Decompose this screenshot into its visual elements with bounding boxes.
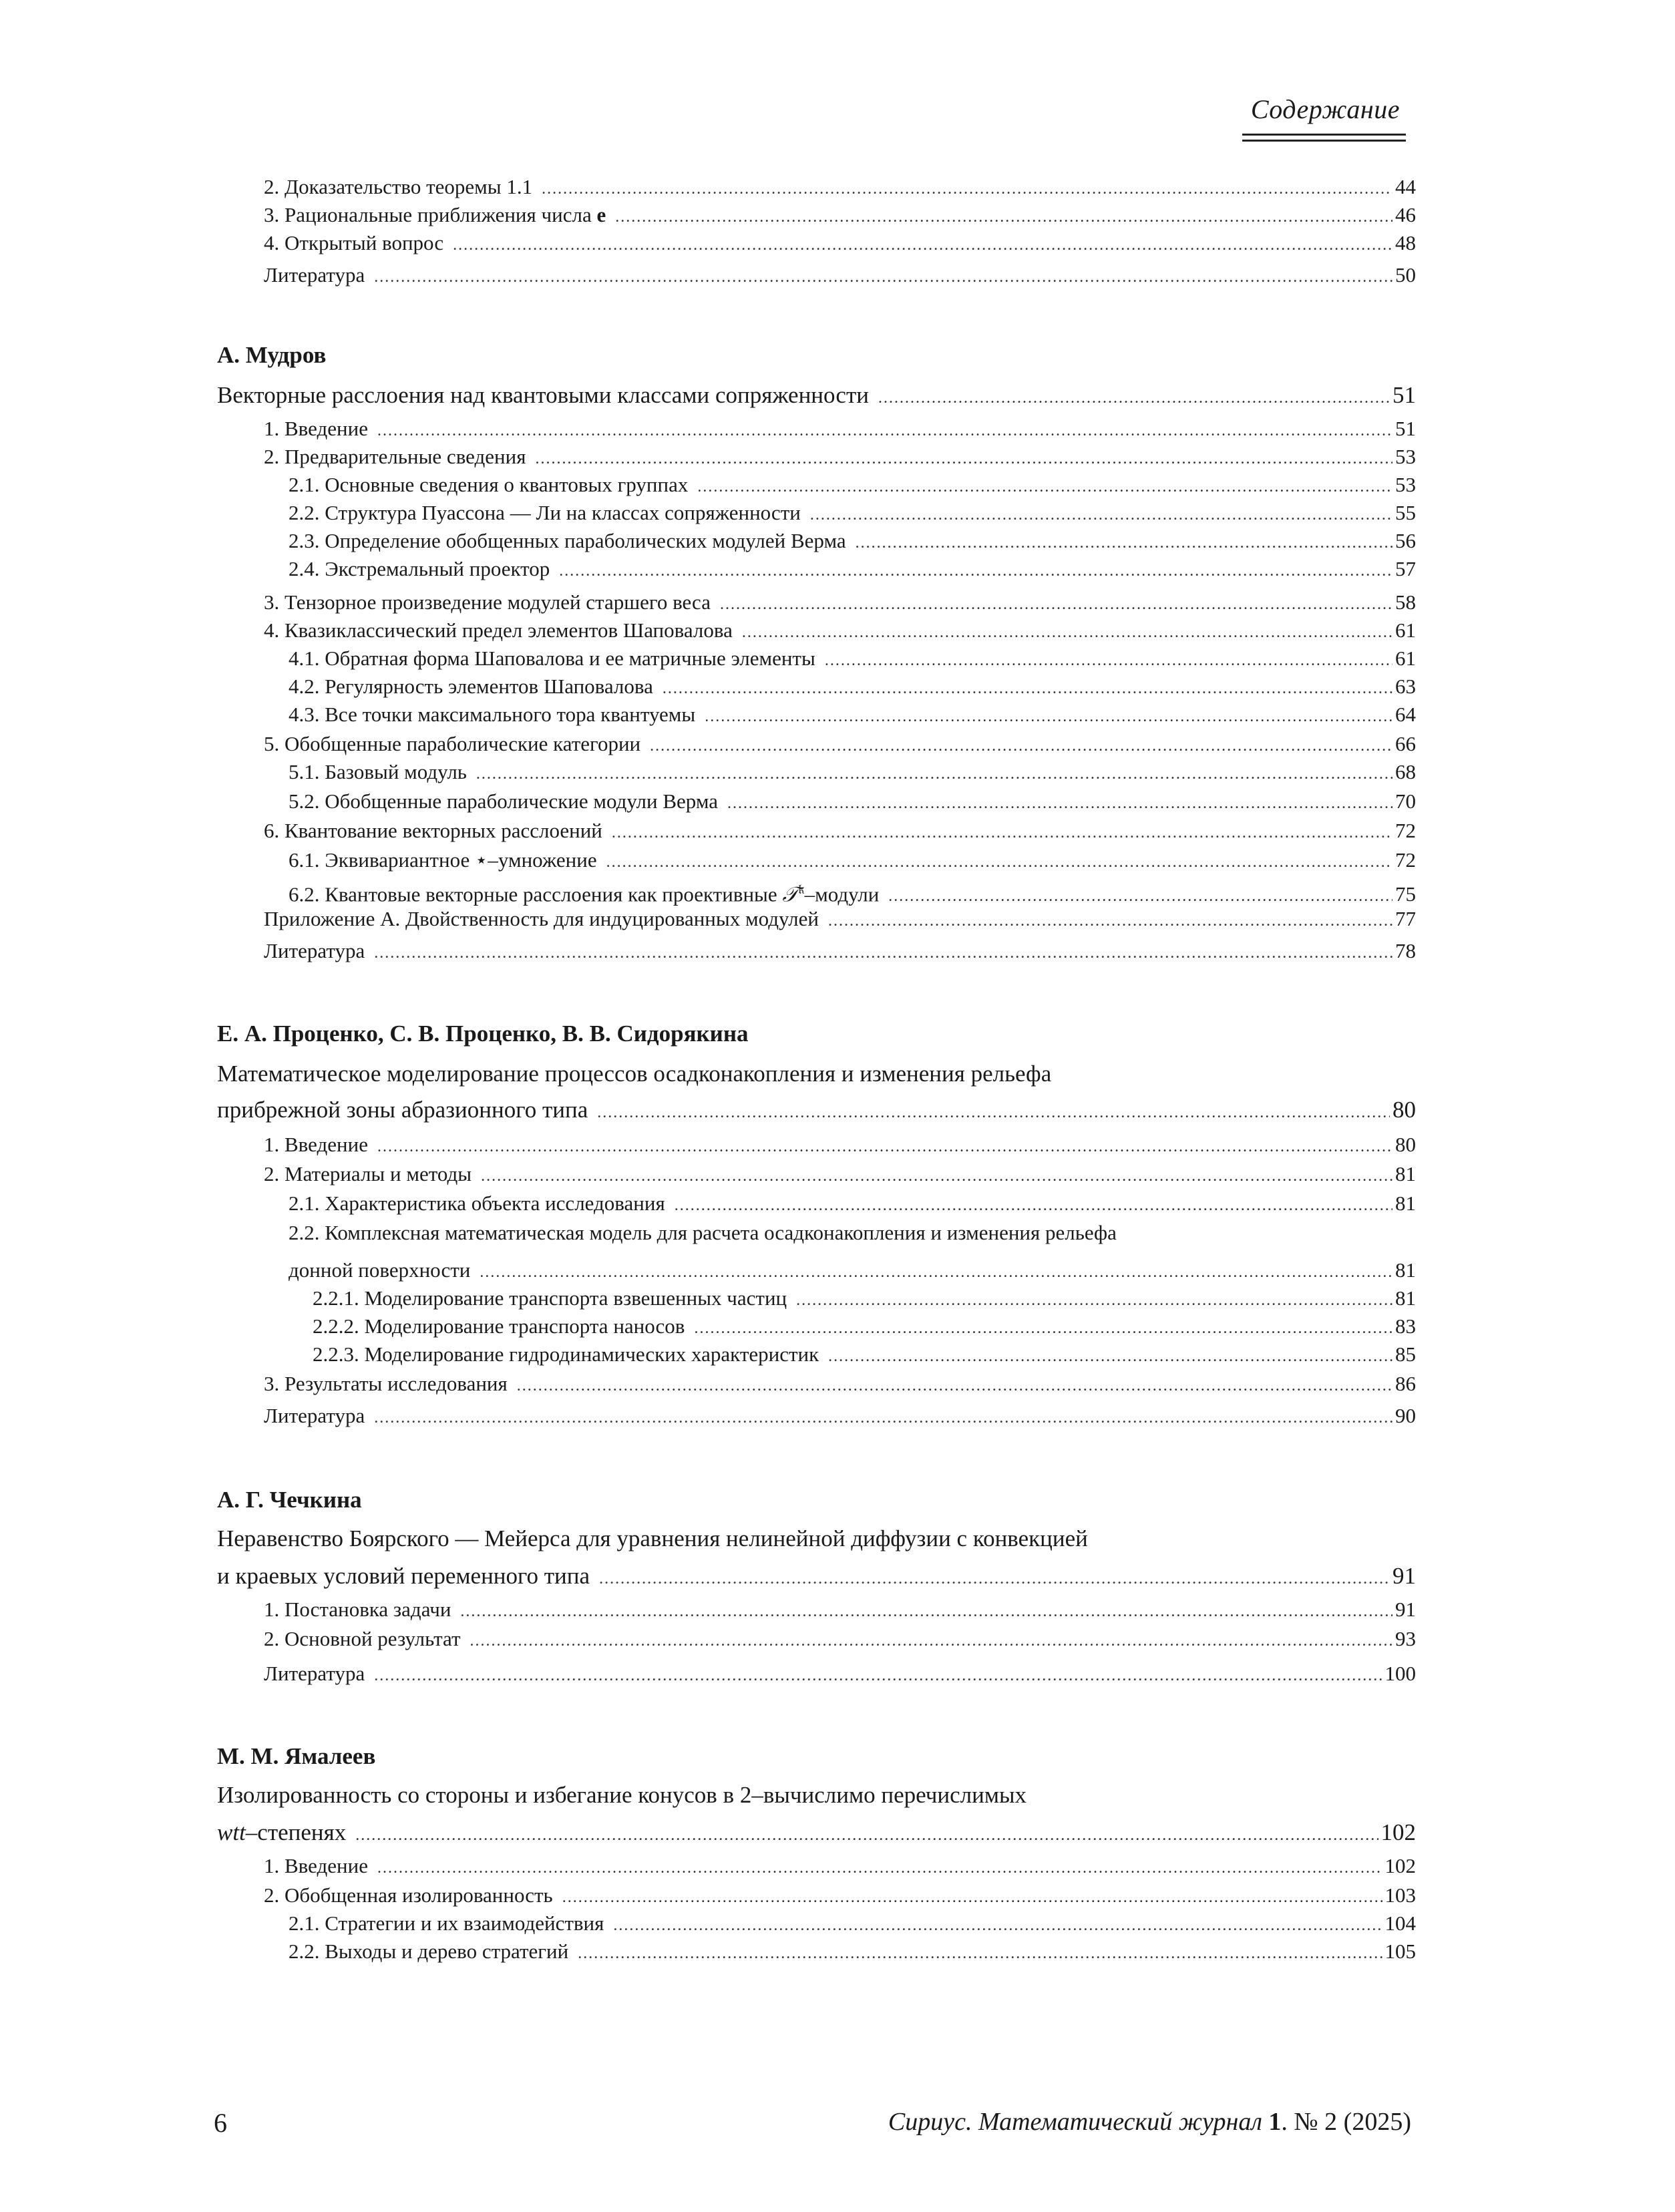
page-number: 53 bbox=[1395, 473, 1416, 496]
page-number: 61 bbox=[1395, 618, 1416, 642]
page-number: 66 bbox=[1395, 732, 1416, 755]
toc-entry-references[interactable]: Литература . . . 100 bbox=[264, 1659, 1416, 1688]
leader-dots bbox=[694, 1314, 1392, 1343]
header-rule-top bbox=[1242, 134, 1406, 136]
page-number: 64 bbox=[1395, 703, 1416, 726]
toc-entry[interactable]: 2.2.1. Моделирование транспорта взвешенных частиц . . . 81 bbox=[313, 1284, 1416, 1313]
page-number: 55 bbox=[1395, 501, 1416, 524]
leader-dots bbox=[374, 938, 1392, 968]
toc-entry[interactable]: 2.1. Характеристика объекта исследования . . . 81 bbox=[289, 1189, 1416, 1218]
page-number: 68 bbox=[1395, 760, 1416, 783]
toc-entry[interactable]: 5. Обобщенные параболические категории . . . 66 bbox=[264, 729, 1416, 759]
page-number: 61 bbox=[1395, 647, 1416, 670]
page-number: 78 bbox=[1395, 939, 1416, 962]
article-author: Е. А. Проценко, С. В. Проценко, В. В. Сидорякина bbox=[217, 1021, 749, 1047]
leader-dots bbox=[828, 1342, 1392, 1371]
leader-dots bbox=[675, 1191, 1392, 1220]
leader-dots bbox=[476, 759, 1392, 789]
leader-dots bbox=[374, 1661, 1382, 1690]
leader-dots bbox=[374, 262, 1392, 292]
page-number: 102 bbox=[1380, 1819, 1416, 1845]
page-number: 80 bbox=[1392, 1097, 1416, 1123]
toc-entry[interactable]: 1. Введение . . . 102 bbox=[264, 1851, 1416, 1881]
running-header bbox=[1251, 94, 1403, 132]
page-title: Содержание bbox=[1250, 94, 1400, 124]
page-number: 50 bbox=[1395, 263, 1416, 287]
page-number: 56 bbox=[1395, 529, 1416, 552]
page-number: 51 bbox=[1392, 382, 1416, 408]
leader-dots bbox=[720, 590, 1392, 619]
leader-dots bbox=[727, 789, 1392, 818]
page-number: 93 bbox=[1395, 1627, 1416, 1650]
journal-citation: Сириус. Математический журнал 1. № 2 (2025) bbox=[888, 2108, 1411, 2136]
toc-entry[interactable]: 2.2.3. Моделирование гидродинамических характеристик . . . 85 bbox=[313, 1340, 1416, 1369]
toc-entry[interactable]: 2. Материалы и методы . . . 81 bbox=[264, 1159, 1416, 1189]
leader-dots bbox=[828, 906, 1392, 936]
article-title-line1[interactable]: Изолированность со стороны и избегание конусов в 2–вычислимо перечислимых bbox=[217, 1782, 1027, 1808]
leader-dots bbox=[377, 1132, 1392, 1161]
toc-entry[interactable]: 2. Основной результат . . . 93 bbox=[264, 1624, 1416, 1654]
toc-entry[interactable]: 6. Квантование векторных расслоений . . . 72 bbox=[264, 816, 1416, 846]
leader-dots bbox=[663, 674, 1392, 703]
page-number: 57 bbox=[1395, 557, 1416, 580]
toc-entry[interactable]: 4.3. Все точки максимального тора квантуемы . . . 64 bbox=[289, 700, 1416, 729]
toc-entry[interactable]: 2. Предварительные сведения . . . 53 bbox=[264, 442, 1416, 472]
page-number: 104 bbox=[1384, 1911, 1416, 1935]
toc-entry-label: 3. Рациональные приближения числа e bbox=[264, 203, 606, 226]
leader-dots bbox=[578, 1939, 1382, 1968]
article-author: М. М. Ямалеев bbox=[217, 1743, 376, 1769]
page-number: 70 bbox=[1395, 789, 1416, 813]
toc-entry[interactable]: 2.1. Основные сведения о квантовых группах . . . 53 bbox=[289, 470, 1416, 500]
leader-dots bbox=[597, 1098, 1390, 1127]
article-title-line1[interactable]: Неравенство Боярского — Мейерса для уравнения нелинейной диффузии с конвекцией bbox=[217, 1525, 1088, 1551]
page-number: 85 bbox=[1395, 1342, 1416, 1366]
leader-dots bbox=[599, 1564, 1390, 1594]
toc-entry[interactable]: 6.1. Эквивариантное ⋆–умножение . . . 72 bbox=[289, 846, 1416, 875]
page-number: 91 bbox=[1395, 1598, 1416, 1621]
leader-dots bbox=[453, 230, 1392, 260]
leader-dots bbox=[377, 1853, 1382, 1883]
leader-dots bbox=[613, 1911, 1382, 1940]
leader-dots bbox=[460, 1597, 1392, 1626]
header-rule-bottom bbox=[1242, 140, 1406, 142]
page-number: 81 bbox=[1395, 1286, 1416, 1310]
page-number: 53 bbox=[1395, 445, 1416, 468]
toc-entry[interactable]: 2.2. Структура Пуассона — Ли на классах сопряженности . . . 55 bbox=[289, 498, 1416, 528]
leader-dots bbox=[470, 1626, 1392, 1656]
leader-dots bbox=[878, 383, 1390, 413]
toc-entry[interactable]: 4. Квазиклассический предел элементов Шаповалова . . . 61 bbox=[264, 616, 1416, 645]
toc-entry[interactable]: 4. Открытый вопрос . . . 48 bbox=[264, 228, 1416, 258]
toc-entry[interactable]: 2. Доказательство теоремы 1.1 . . . 44 bbox=[264, 172, 1416, 202]
leader-dots bbox=[697, 472, 1392, 502]
page-number: 81 bbox=[1395, 1191, 1416, 1215]
toc-entry-references[interactable]: Литература . . . 90 bbox=[264, 1401, 1416, 1431]
page-number: 46 bbox=[1395, 203, 1416, 226]
page-number: 105 bbox=[1384, 1940, 1416, 1963]
page-number: 86 bbox=[1395, 1372, 1416, 1395]
toc-entry[interactable] bbox=[264, 200, 1416, 230]
toc-entry[interactable]: 2.4. Экстремальный проектор . . . 57 bbox=[289, 554, 1416, 584]
leader-dots bbox=[480, 1258, 1392, 1287]
toc-entry[interactable]: 3. Результаты исследования . . . 86 bbox=[264, 1369, 1416, 1399]
page-number: 80 bbox=[1395, 1133, 1416, 1156]
page-number: 102 bbox=[1384, 1854, 1416, 1877]
toc-entry[interactable]: 5.1. Базовый модуль . . . 68 bbox=[289, 757, 1416, 787]
leader-dots bbox=[606, 848, 1392, 877]
toc-entry[interactable]: 2. Обобщенная изолированность . . . 103 bbox=[264, 1881, 1416, 1910]
toc-entry[interactable]: 1. Постановка задачи . . . 91 bbox=[264, 1595, 1416, 1624]
leader-dots bbox=[615, 202, 1392, 232]
article-author: А. Мудров bbox=[217, 342, 327, 368]
toc-entry[interactable] bbox=[289, 875, 1416, 907]
toc-entry[interactable]: 2.2. Выходы и дерево стратегий . . . 105 bbox=[289, 1937, 1416, 1966]
page-number: 48 bbox=[1395, 231, 1416, 254]
leader-dots bbox=[481, 1161, 1392, 1191]
page-number: 75 bbox=[1395, 882, 1416, 906]
page-number: 44 bbox=[1395, 175, 1416, 198]
leader-dots bbox=[377, 416, 1392, 445]
toc-entry[interactable]: 3. Тензорное произведение модулей старшего веса . . . 58 bbox=[264, 588, 1416, 617]
page-number: 81 bbox=[1395, 1162, 1416, 1185]
page-number: 103 bbox=[1384, 1883, 1416, 1907]
toc-entry-label: 6.2. Квантовые векторные расслоения как проективные 𝒯$^𝔨$–модули bbox=[289, 882, 880, 907]
leader-dots bbox=[559, 556, 1392, 586]
toc-entry-references[interactable]: Литература . . . 78 bbox=[264, 936, 1416, 966]
toc-entry[interactable]: Приложение A. Двойственность для индуцированных модулей . . . 77 bbox=[264, 904, 1416, 934]
article-title[interactable]: и краевых условий переменного типа . . . 91 bbox=[217, 1561, 1416, 1591]
toc-entry-continued[interactable]: 2.2. Комплексная математическая модель для расчета осадконакопления и изменения рельефа bbox=[289, 1221, 1117, 1244]
leader-dots bbox=[796, 1286, 1392, 1315]
page-number: 77 bbox=[1395, 907, 1416, 930]
math-symbol: 𝒯 bbox=[782, 882, 799, 907]
leader-dots bbox=[612, 818, 1392, 848]
article-title-line1[interactable]: Математическое моделирование процессов осадконакопления и изменения рельефа bbox=[217, 1061, 1052, 1087]
page-number: 58 bbox=[1395, 590, 1416, 614]
page-number: 63 bbox=[1395, 675, 1416, 698]
leader-dots bbox=[856, 528, 1392, 558]
page-number: 51 bbox=[1395, 417, 1416, 440]
page-number: 90 bbox=[1395, 1404, 1416, 1427]
toc-entry[interactable]: 1. Введение . . . 51 bbox=[264, 414, 1416, 443]
page-number: 100 bbox=[1384, 1662, 1416, 1685]
leader-dots bbox=[742, 618, 1392, 647]
page-number: 91 bbox=[1392, 1563, 1416, 1589]
page-number: 72 bbox=[1395, 819, 1416, 842]
leader-dots bbox=[374, 1403, 1392, 1433]
leader-dots bbox=[705, 702, 1392, 731]
toc-entry[interactable]: 5.2. Обобщенные параболические модули Верма . . . 70 bbox=[289, 787, 1416, 816]
article-author: А. Г. Чечкина bbox=[217, 1487, 362, 1513]
leader-dots bbox=[650, 731, 1392, 761]
toc-entry[interactable]: 2.3. Определение обобщенных параболических модулей Верма . . . 56 bbox=[289, 526, 1416, 556]
toc-entry-references[interactable]: Литература . . . 50 bbox=[264, 260, 1416, 290]
toc-entry[interactable]: 2.2.2. Моделирование транспорта наносов . . . 83 bbox=[313, 1312, 1416, 1341]
leader-dots bbox=[542, 174, 1392, 204]
article-title[interactable]: Векторные расслоения над квантовыми классами сопряженности . . . 51 bbox=[217, 381, 1416, 410]
page-number-footer: 6 bbox=[214, 2108, 227, 2138]
leader-dots bbox=[810, 500, 1392, 530]
leader-dots bbox=[562, 1883, 1382, 1912]
toc-entry[interactable]: донной поверхности . . . 81 bbox=[289, 1256, 1416, 1285]
toc-entry[interactable]: 4.1. Обратная форма Шаповалова и ее матричные элементы . . . 61 bbox=[289, 644, 1416, 673]
leader-dots bbox=[355, 1821, 1378, 1850]
page-number: 83 bbox=[1395, 1314, 1416, 1338]
leader-dots bbox=[517, 1371, 1392, 1401]
article-title[interactable]: прибрежной зоны абразионного типа . . . 80 bbox=[217, 1095, 1416, 1125]
article-title[interactable]: wtt–степенях . . . 102 bbox=[217, 1818, 1416, 1847]
toc-entry[interactable]: 4.2. Регулярность элементов Шаповалова . . . 63 bbox=[289, 672, 1416, 701]
leader-dots bbox=[535, 444, 1392, 474]
toc-entry[interactable]: 2.1. Стратегии и их взаимодействия . . . 104 bbox=[289, 1909, 1416, 1938]
page-number: 72 bbox=[1395, 848, 1416, 872]
leader-dots bbox=[825, 646, 1392, 675]
page-number: 81 bbox=[1395, 1258, 1416, 1282]
toc-entry[interactable]: 1. Введение . . . 80 bbox=[264, 1130, 1416, 1159]
